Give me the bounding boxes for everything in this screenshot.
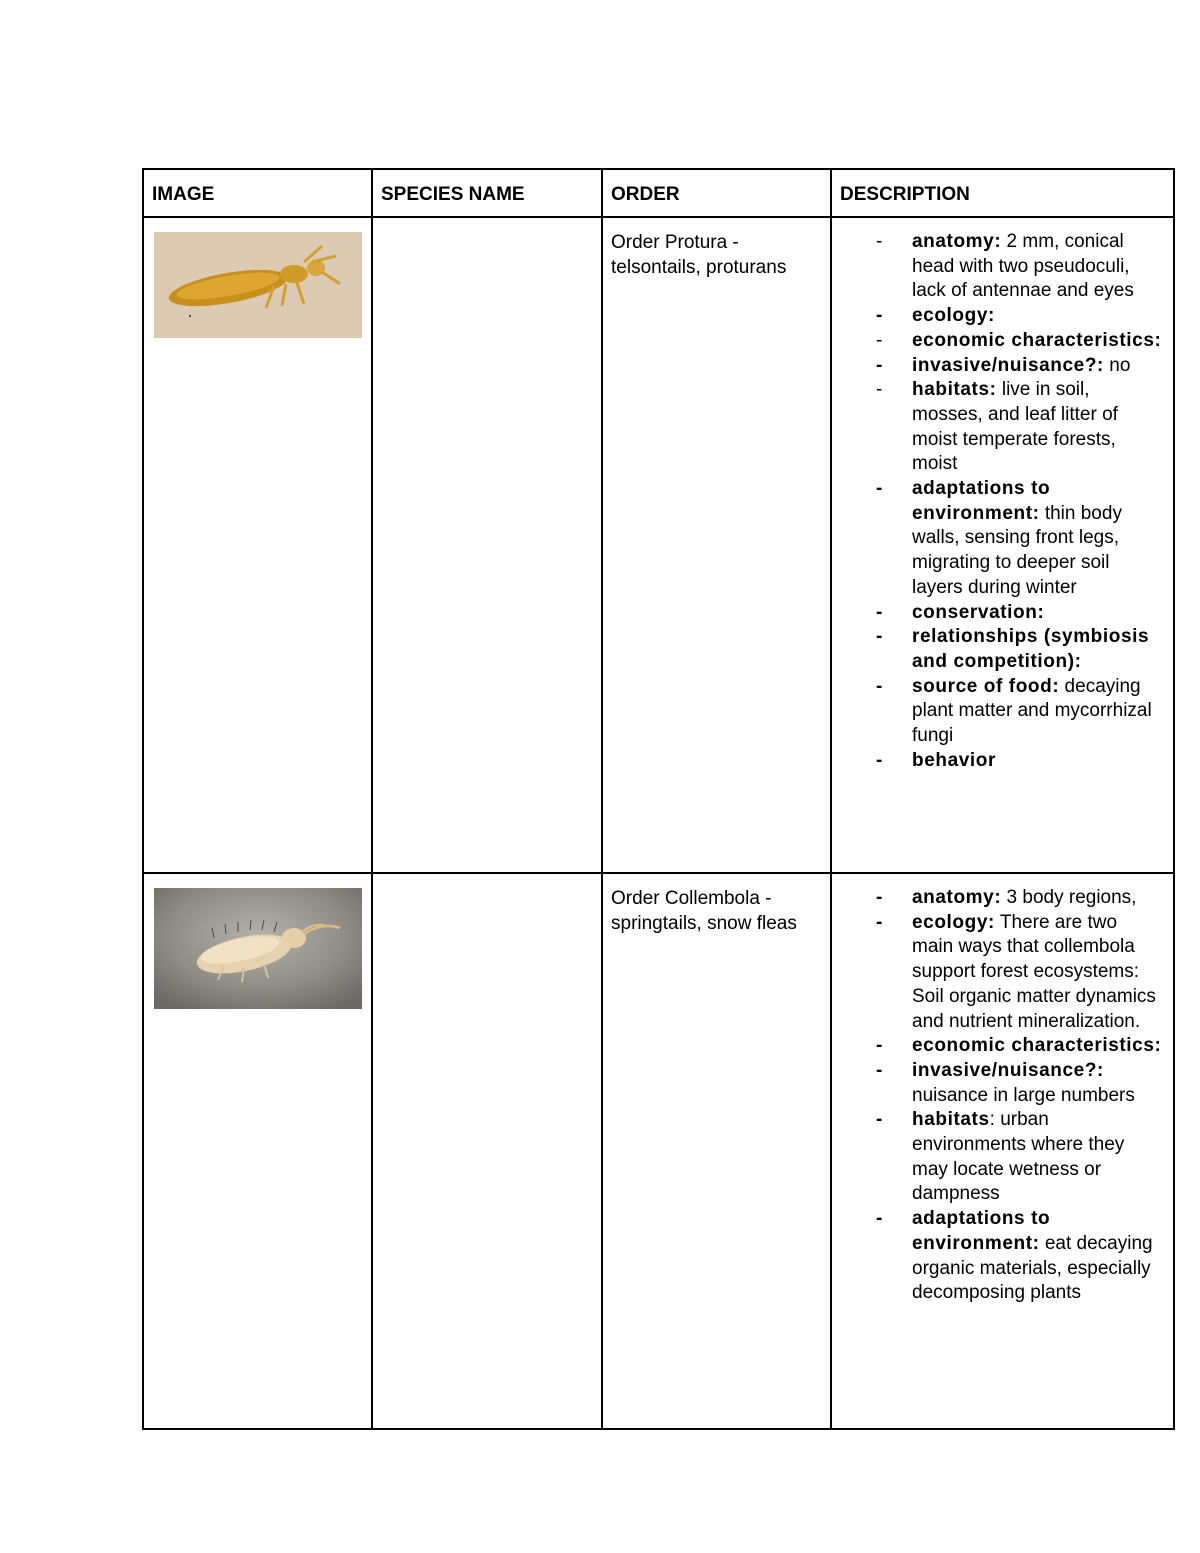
description-list	[832, 886, 1163, 1306]
list-item	[832, 886, 1163, 911]
item-text: eat decaying organic materials, especially decomposing plants	[912, 1232, 1153, 1304]
collembola-photo	[154, 888, 362, 1009]
protura-photo	[154, 232, 362, 338]
description-cell	[831, 873, 1174, 1429]
bullet-dash: -	[876, 354, 883, 376]
item-label: behavior	[912, 749, 996, 771]
bullet-dash: -	[876, 1059, 883, 1081]
header-species-name: SPECIES NAME	[372, 169, 602, 217]
bullet-dash: -	[876, 1035, 883, 1057]
list-item	[832, 675, 1163, 749]
bullet-dash: -	[876, 478, 883, 500]
item-label: ecology:	[912, 911, 995, 933]
item-label: anatomy:	[912, 231, 1002, 252]
list-item	[832, 329, 1163, 354]
bullet-dash: -	[876, 1109, 883, 1131]
list-item	[832, 601, 1163, 626]
list-item	[832, 230, 1163, 304]
item-label: economic characteristics:	[912, 329, 1162, 351]
item-text: no	[1103, 354, 1131, 376]
list-item	[832, 1108, 1163, 1207]
header-order: ORDER	[602, 169, 831, 217]
list-item	[832, 1207, 1163, 1306]
item-label: conservation:	[912, 601, 1045, 623]
item-text: thin body walls, sensing front legs, migrating to deeper soil layers during winter	[912, 502, 1122, 598]
table-row	[143, 217, 1174, 873]
list-item	[832, 911, 1163, 1035]
bullet-dash: -	[876, 379, 883, 401]
bullet-dash: -	[876, 675, 883, 697]
species-name-cell	[372, 217, 602, 873]
item-label: invasive/nuisance?:	[912, 354, 1104, 376]
item-text: 3 body regions,	[1001, 887, 1137, 908]
bullet-dash: -	[876, 749, 883, 771]
header-image: IMAGE	[143, 169, 372, 217]
species-name-cell	[372, 873, 602, 1429]
description-cell	[831, 217, 1174, 873]
item-label: source of food:	[912, 675, 1060, 697]
item-label: economic characteristics:	[912, 1035, 1162, 1057]
list-item	[832, 625, 1163, 674]
item-label: ecology:	[912, 305, 995, 327]
item-label: adaptations to environment:	[912, 1208, 1051, 1254]
list-item	[832, 1059, 1163, 1108]
item-text: : urban environments where they may locate wetness or dampness	[912, 1109, 1125, 1205]
item-text: nuisance in large numbers	[912, 1084, 1135, 1106]
item-text: live in soil, mosses, and leaf litter of moist temperate forests, moist	[912, 379, 1118, 475]
list-item	[832, 304, 1163, 329]
order-cell: Order Collembola - springtails, snow fleas	[602, 873, 831, 1429]
image-cell	[143, 217, 372, 873]
list-item	[832, 378, 1163, 477]
list-item	[832, 354, 1163, 379]
table-row	[143, 873, 1174, 1429]
item-label: habitats	[912, 1109, 990, 1131]
list-item	[832, 1034, 1163, 1059]
list-item	[832, 477, 1163, 601]
bullet-dash: -	[876, 305, 883, 327]
image-cell	[143, 873, 372, 1429]
order-cell: Order Protura - telsontails, proturans	[602, 217, 831, 873]
bullet-dash: -	[876, 911, 883, 933]
bullet-dash: -	[876, 601, 883, 623]
bullet-dash: -	[876, 329, 883, 351]
item-text: decaying plant matter and mycorrhizal fungi	[912, 675, 1152, 747]
item-label: adaptations to environment:	[912, 478, 1051, 524]
header-row	[143, 169, 1174, 217]
bullet-dash: -	[876, 231, 883, 252]
species-table	[142, 168, 1175, 1430]
item-label: habitats:	[912, 379, 997, 401]
bullet-dash: -	[876, 887, 883, 908]
item-text: 2 mm, conical head with two pseudoculi, lack of antennae and eyes	[912, 231, 1134, 302]
item-text: There are two main ways that collembola support forest ecosystems: Soil organic matter dynamics and nutrient mineralization.	[912, 911, 1156, 1032]
item-label: relationships (symbiosis and competition):	[912, 626, 1150, 672]
list-item	[832, 749, 1163, 774]
header-description: DESCRIPTION	[831, 169, 1174, 217]
bullet-dash: -	[876, 1208, 883, 1230]
item-label: anatomy:	[912, 887, 1002, 908]
bullet-dash: -	[876, 626, 883, 648]
item-label: invasive/nuisance?:	[912, 1059, 1104, 1081]
description-list	[832, 230, 1163, 773]
